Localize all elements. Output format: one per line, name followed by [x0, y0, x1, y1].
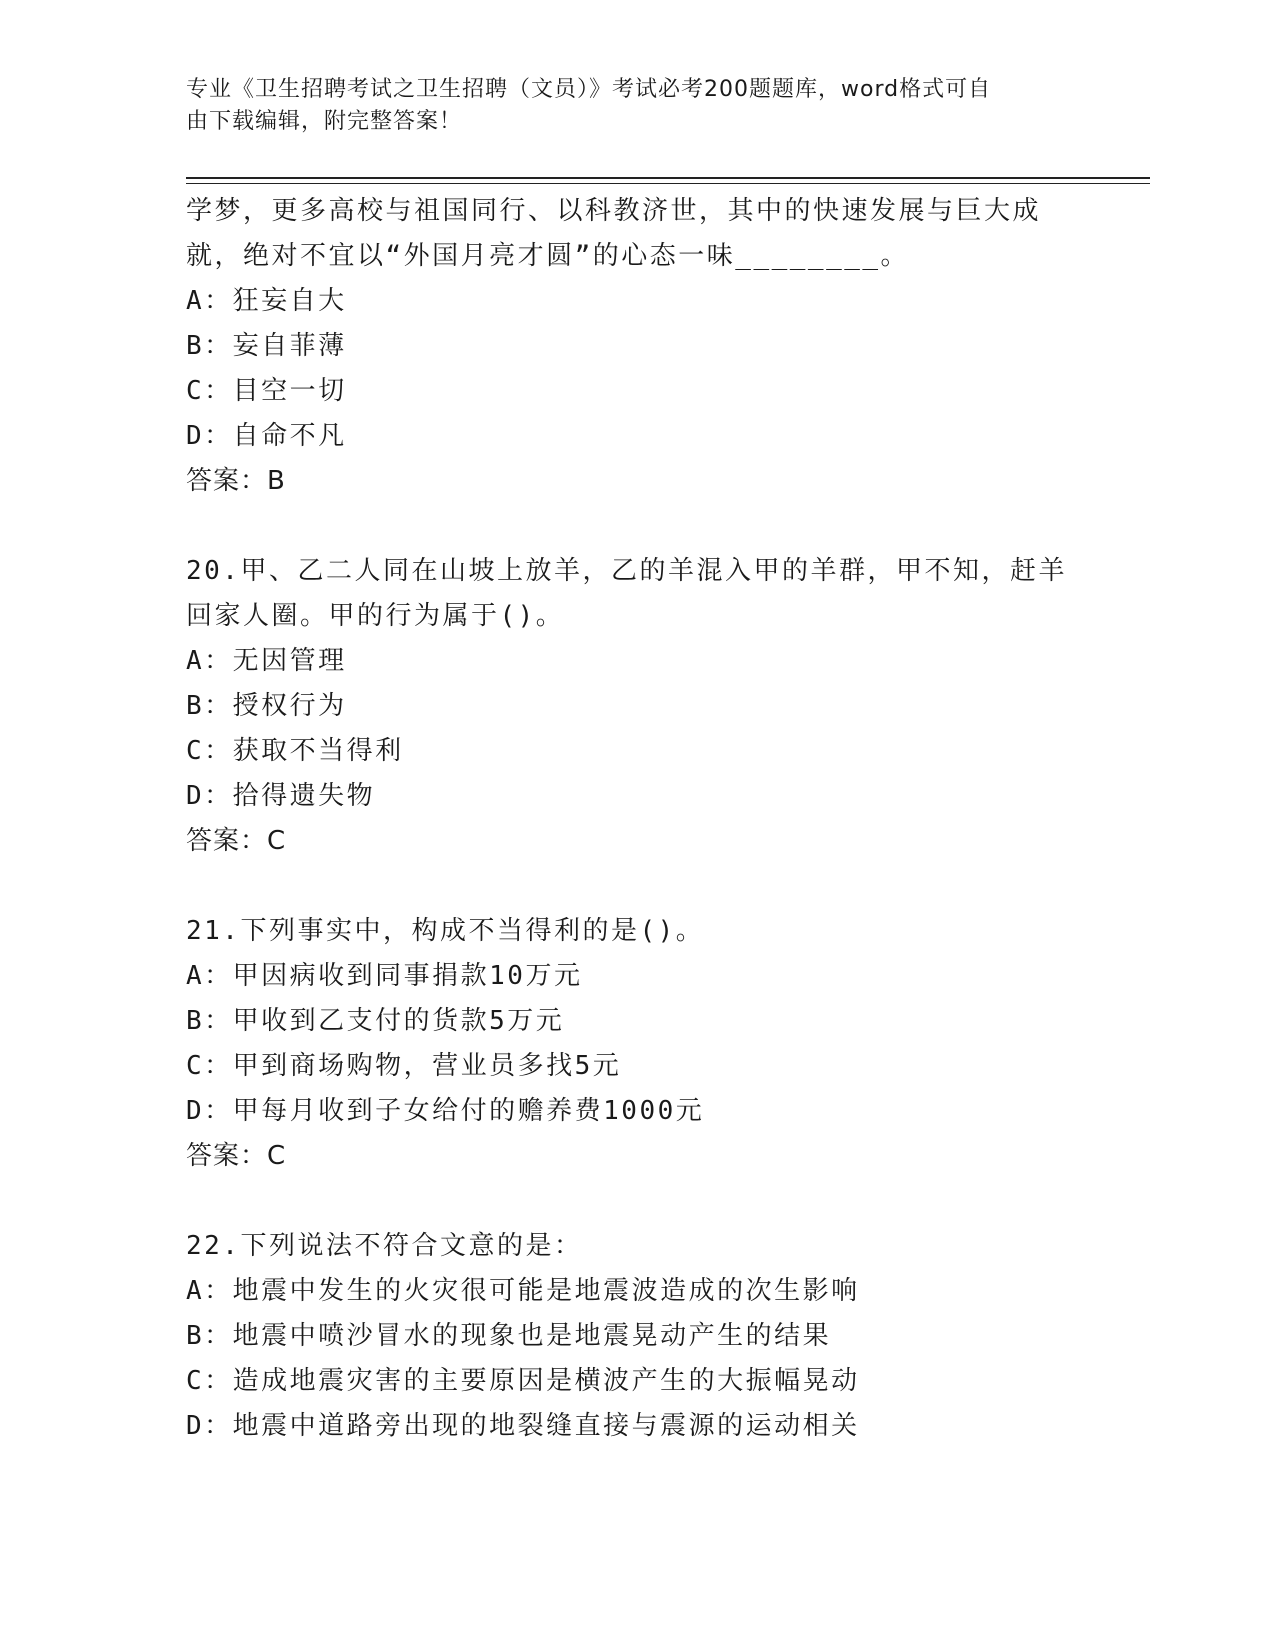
option-a: A：甲因病收到同事捐款10万元 [186, 961, 583, 991]
option-c: C：获取不当得利 [186, 736, 404, 766]
question-stem-line: 就，绝对不宜以“外国月亮才圆”的心态一味________。 [186, 241, 910, 271]
question-list [186, 189, 1116, 1449]
option-d: D：拾得遗失物 [186, 781, 376, 811]
question-stem-line: 学梦，更多高校与祖国同行、以科教济世，其中的快速发展与巨大成 [186, 196, 1042, 226]
option-d: D：地震中道路旁出现的地裂缝直接与震源的运动相关 [186, 1411, 860, 1441]
header-line-2: 由下载编辑，附完整答案！ [186, 109, 463, 134]
answer: 答案：C [186, 1141, 287, 1171]
question-21 [186, 909, 1116, 1179]
question-19 [186, 189, 1116, 504]
option-d: D：自命不凡 [186, 421, 347, 451]
header-divider-thin [186, 183, 1150, 184]
question-20 [186, 549, 1116, 864]
question-stem-line: 21.下列事实中，构成不当得利的是()。 [186, 916, 705, 946]
option-a: A：狂妄自大 [186, 286, 347, 316]
question-stem-line: 22.下列说法不符合文意的是： [186, 1231, 583, 1261]
header-line-1: 专业《卫生招聘考试之卫生招聘（文员）》考试必考200题题库，word格式可自 [186, 77, 992, 102]
option-a: A：地震中发生的火灾很可能是地震波造成的次生影响 [186, 1276, 860, 1306]
question-stem-line: 回家人圈。甲的行为属于()。 [186, 601, 565, 631]
option-b: B：地震中喷沙冒水的现象也是地震晃动产生的结果 [186, 1321, 832, 1351]
answer: 答案：B [186, 466, 286, 496]
option-c: C：甲到商场购物，营业员多找5元 [186, 1051, 622, 1081]
document-header [186, 74, 1066, 138]
question-stem-line: 20.甲、乙二人同在山坡上放羊，乙的羊混入甲的羊群，甲不知，赶羊 [186, 556, 1067, 586]
option-d: D：甲每月收到子女给付的赡养费1000元 [186, 1096, 705, 1126]
header-divider-thick [186, 177, 1150, 179]
option-a: A：无因管理 [186, 646, 347, 676]
option-c: C：目空一切 [186, 376, 347, 406]
option-b: B：甲收到乙支付的货款5万元 [186, 1006, 565, 1036]
question-22 [186, 1224, 1116, 1449]
option-c: C：造成地震灾害的主要原因是横波产生的大振幅晃动 [186, 1366, 860, 1396]
answer: 答案：C [186, 826, 287, 856]
option-b: B：妄自菲薄 [186, 331, 347, 361]
option-b: B：授权行为 [186, 691, 347, 721]
